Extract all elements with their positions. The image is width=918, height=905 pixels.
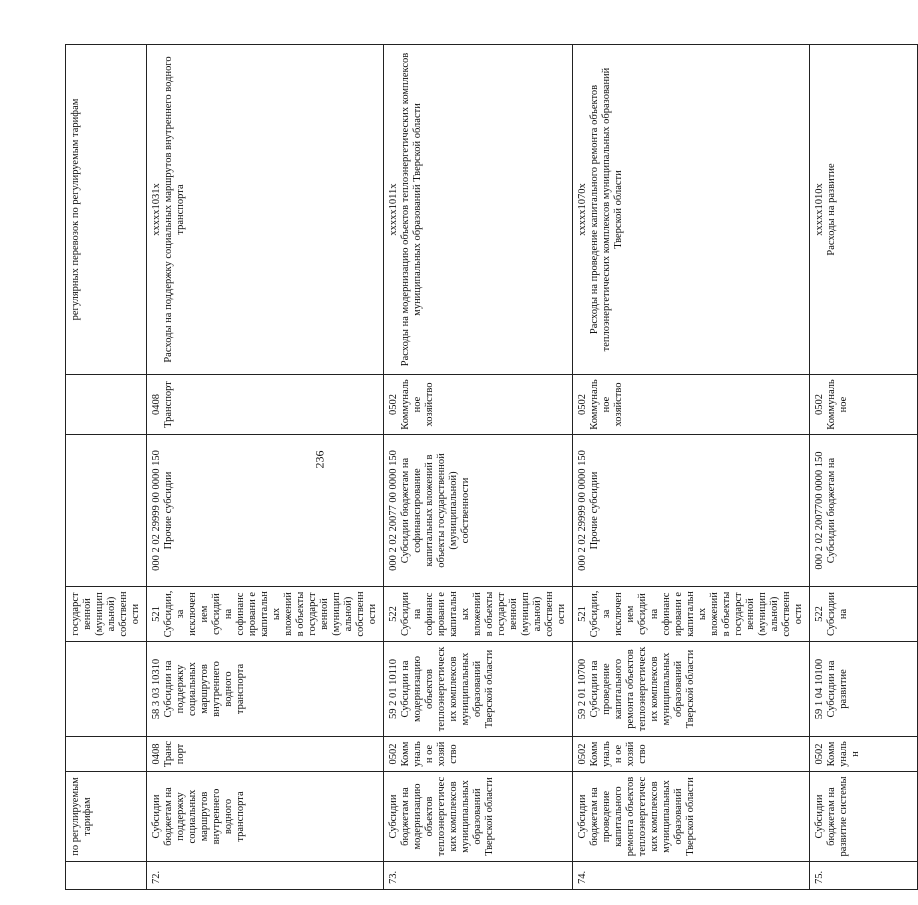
section-cell-text: 0408 [151, 743, 162, 765]
code-cell-text: xxxxx1070x [577, 183, 588, 236]
purpose-cell [147, 772, 384, 862]
kbk-cell [810, 642, 918, 737]
table-row [810, 45, 918, 890]
rz-cell-text: 0502 [814, 394, 825, 415]
purpose-cell-text: Субсидии бюджетам на модернизацию объектов теплоэнергетических комплексов муниципальных образований Тверской области [388, 776, 495, 857]
row-number [66, 862, 147, 890]
table-row [384, 45, 573, 890]
code-cell-text: xxxxx1010x [814, 183, 825, 236]
code-cell-text: Расходы на поддержку социальных маршрутов внутреннего водного транспорта [163, 56, 186, 363]
kbk-cell-text: Субсидии на проведение капитального ремонта объектов теплоэнергетических комплексов муниципальных образований Тверской области [589, 646, 696, 732]
kbk-cell [147, 642, 384, 737]
section-cell-text: Коммунальн ое хозяйство [400, 741, 459, 767]
section-cell-text: 0502 [577, 743, 588, 765]
kvr-cell [573, 587, 810, 642]
kbk-cell-text: 59 2 01 10700 [577, 658, 588, 720]
kvr-cell [147, 587, 384, 642]
budget-table [65, 44, 918, 890]
rotated-table-container [65, 45, 861, 890]
code-cell [147, 45, 384, 375]
income-cell-text: 000 2 02 2007700 0000 150 [814, 451, 825, 570]
rz-cell [573, 375, 810, 435]
income-cell-text: Прочие субсидии [163, 471, 174, 550]
kvr-cell-text: государственной (муниципальной) собственности [70, 591, 141, 637]
rz-cell-text: 0408 [151, 394, 162, 415]
kvr-cell [810, 587, 918, 642]
rz-cell [384, 375, 573, 435]
code-cell-text: регулярных перевозок по регулируемым тарифам [70, 98, 81, 321]
income-cell [147, 435, 384, 587]
rz-cell-text: Коммунальное [826, 379, 849, 430]
purpose-cell [810, 772, 918, 862]
code-cell-text: Расходы на проведение капитального ремонта объектов теплоэнергетических комплексов муниципальных образований Тверской области [589, 67, 624, 352]
purpose-cell-text: по регулируемым тарифам [70, 777, 93, 856]
section-cell-text: Коммунальн [826, 741, 861, 767]
section-cell-text: 0502 [388, 743, 399, 765]
income-cell-text: Прочие субсидии [589, 471, 600, 550]
section-cell-text: Транспорт [163, 740, 186, 768]
table-row [147, 45, 384, 890]
code-cell [66, 45, 147, 375]
purpose-cell [66, 772, 147, 862]
kvr-cell-text: Субсидии на софинансировани е капитальных вложений в объекты государственной (муниципальной) собственности [400, 591, 567, 637]
kbk-cell [66, 642, 147, 737]
code-cell-text: Расходы на модернизацию объектов теплоэнергетических комплексов муниципальных образований Тверской области [400, 52, 423, 367]
rz-cell-text: Транспорт [163, 381, 174, 428]
row-number-text: 75. [814, 870, 825, 884]
purpose-cell-text: Субсидии бюджетам на развитие системы [814, 776, 849, 857]
kbk-cell-text: Субсидии на поддержку социальных маршрутов внутреннего водного транспорта [163, 660, 246, 718]
row-number [384, 862, 573, 890]
rz-cell-text: Коммунальное хозяйство [589, 379, 624, 430]
code-cell-text: xxxxx1011x [388, 183, 399, 236]
rz-cell [66, 375, 147, 435]
kvr-cell-text: 521 [577, 606, 588, 622]
kvr-cell-text: 522 [814, 606, 825, 622]
code-cell [810, 45, 918, 375]
income-cell-text: 000 2 02 29999 00 0000 150 [577, 450, 588, 571]
income-cell-text: 000 2 02 20077 00 0000 150 [388, 450, 399, 571]
code-cell-text: xxxxx1031x [151, 183, 162, 236]
income-cell [384, 435, 573, 587]
kvr-cell [384, 587, 573, 642]
table-row [66, 45, 147, 890]
kvr-cell-text: Субсидии, за исключением субсидий на софинансировани е капитальных вложений в объекты государственной (муниципальной) собственности [163, 590, 378, 638]
section-cell [573, 737, 810, 772]
kbk-cell-text: Субсидии на модернизацию объектов теплоэнергетических комплексов муниципальных образований Тверской области [400, 646, 495, 732]
rz-cell-text: Коммунальное хозяйство [400, 379, 435, 430]
row-number-text: 73. [388, 870, 399, 884]
section-cell [147, 737, 384, 772]
rz-cell [147, 375, 384, 435]
rz-cell-text: 0502 [577, 394, 588, 415]
kbk-cell [573, 642, 810, 737]
code-cell [573, 45, 810, 375]
purpose-cell [573, 772, 810, 862]
row-number [573, 862, 810, 890]
income-cell-text: Субсидии бюджетам на софинансирование капитальных вложений в объекты государственной (муниципальной) собственности [400, 453, 471, 568]
kvr-cell-text: Субсидии, за исключением субсидий на софинансировани е капитальных вложений в объекты государственной (муниципальной) собственности [589, 590, 804, 638]
page-number: 236 [312, 450, 327, 469]
section-cell-text: Коммунальн ое хозяйство [589, 741, 648, 767]
row-number [147, 862, 384, 890]
income-cell-text: 000 2 02 29999 00 0000 150 [151, 450, 162, 571]
income-cell [810, 435, 918, 587]
kvr-cell [66, 587, 147, 642]
row-number-text: 74. [577, 870, 588, 884]
income-cell-text: Субсидии бюджетам на [826, 457, 837, 564]
table-row [573, 45, 810, 890]
code-cell [384, 45, 573, 375]
kvr-cell-text: 522 [388, 606, 399, 622]
code-cell-text: Расходы на развитие [826, 163, 837, 256]
section-cell [810, 737, 918, 772]
row-number-text: 72. [151, 870, 162, 884]
kbk-cell-text: 59 2 01 10110 [388, 659, 399, 719]
rz-cell-text: 0502 [388, 394, 399, 415]
kvr-cell-text: Субсидии на [826, 591, 849, 637]
kvr-cell-text: 521 [151, 606, 162, 622]
kbk-cell-text: 59 1 04 10100 [814, 658, 825, 720]
kbk-cell-text: 58 3 03 10310 [151, 658, 162, 720]
section-cell [384, 737, 573, 772]
kbk-cell-text: Субсидии на развитие [826, 660, 849, 718]
purpose-cell-text: Субсидии бюджетам на поддержку социальных маршрутов внутреннего водного транспорта [151, 787, 246, 846]
purpose-cell [384, 772, 573, 862]
section-cell-text: 0502 [814, 743, 825, 765]
income-cell [573, 435, 810, 587]
income-cell [66, 435, 147, 587]
row-number [810, 862, 918, 890]
purpose-cell-text: Субсидии бюджетам на проведение капитального ремонта объектов теплоэнергетических комплексов муниципальных образований Тверской области [577, 776, 696, 857]
section-cell [66, 737, 147, 772]
kbk-cell [384, 642, 573, 737]
rz-cell [810, 375, 918, 435]
